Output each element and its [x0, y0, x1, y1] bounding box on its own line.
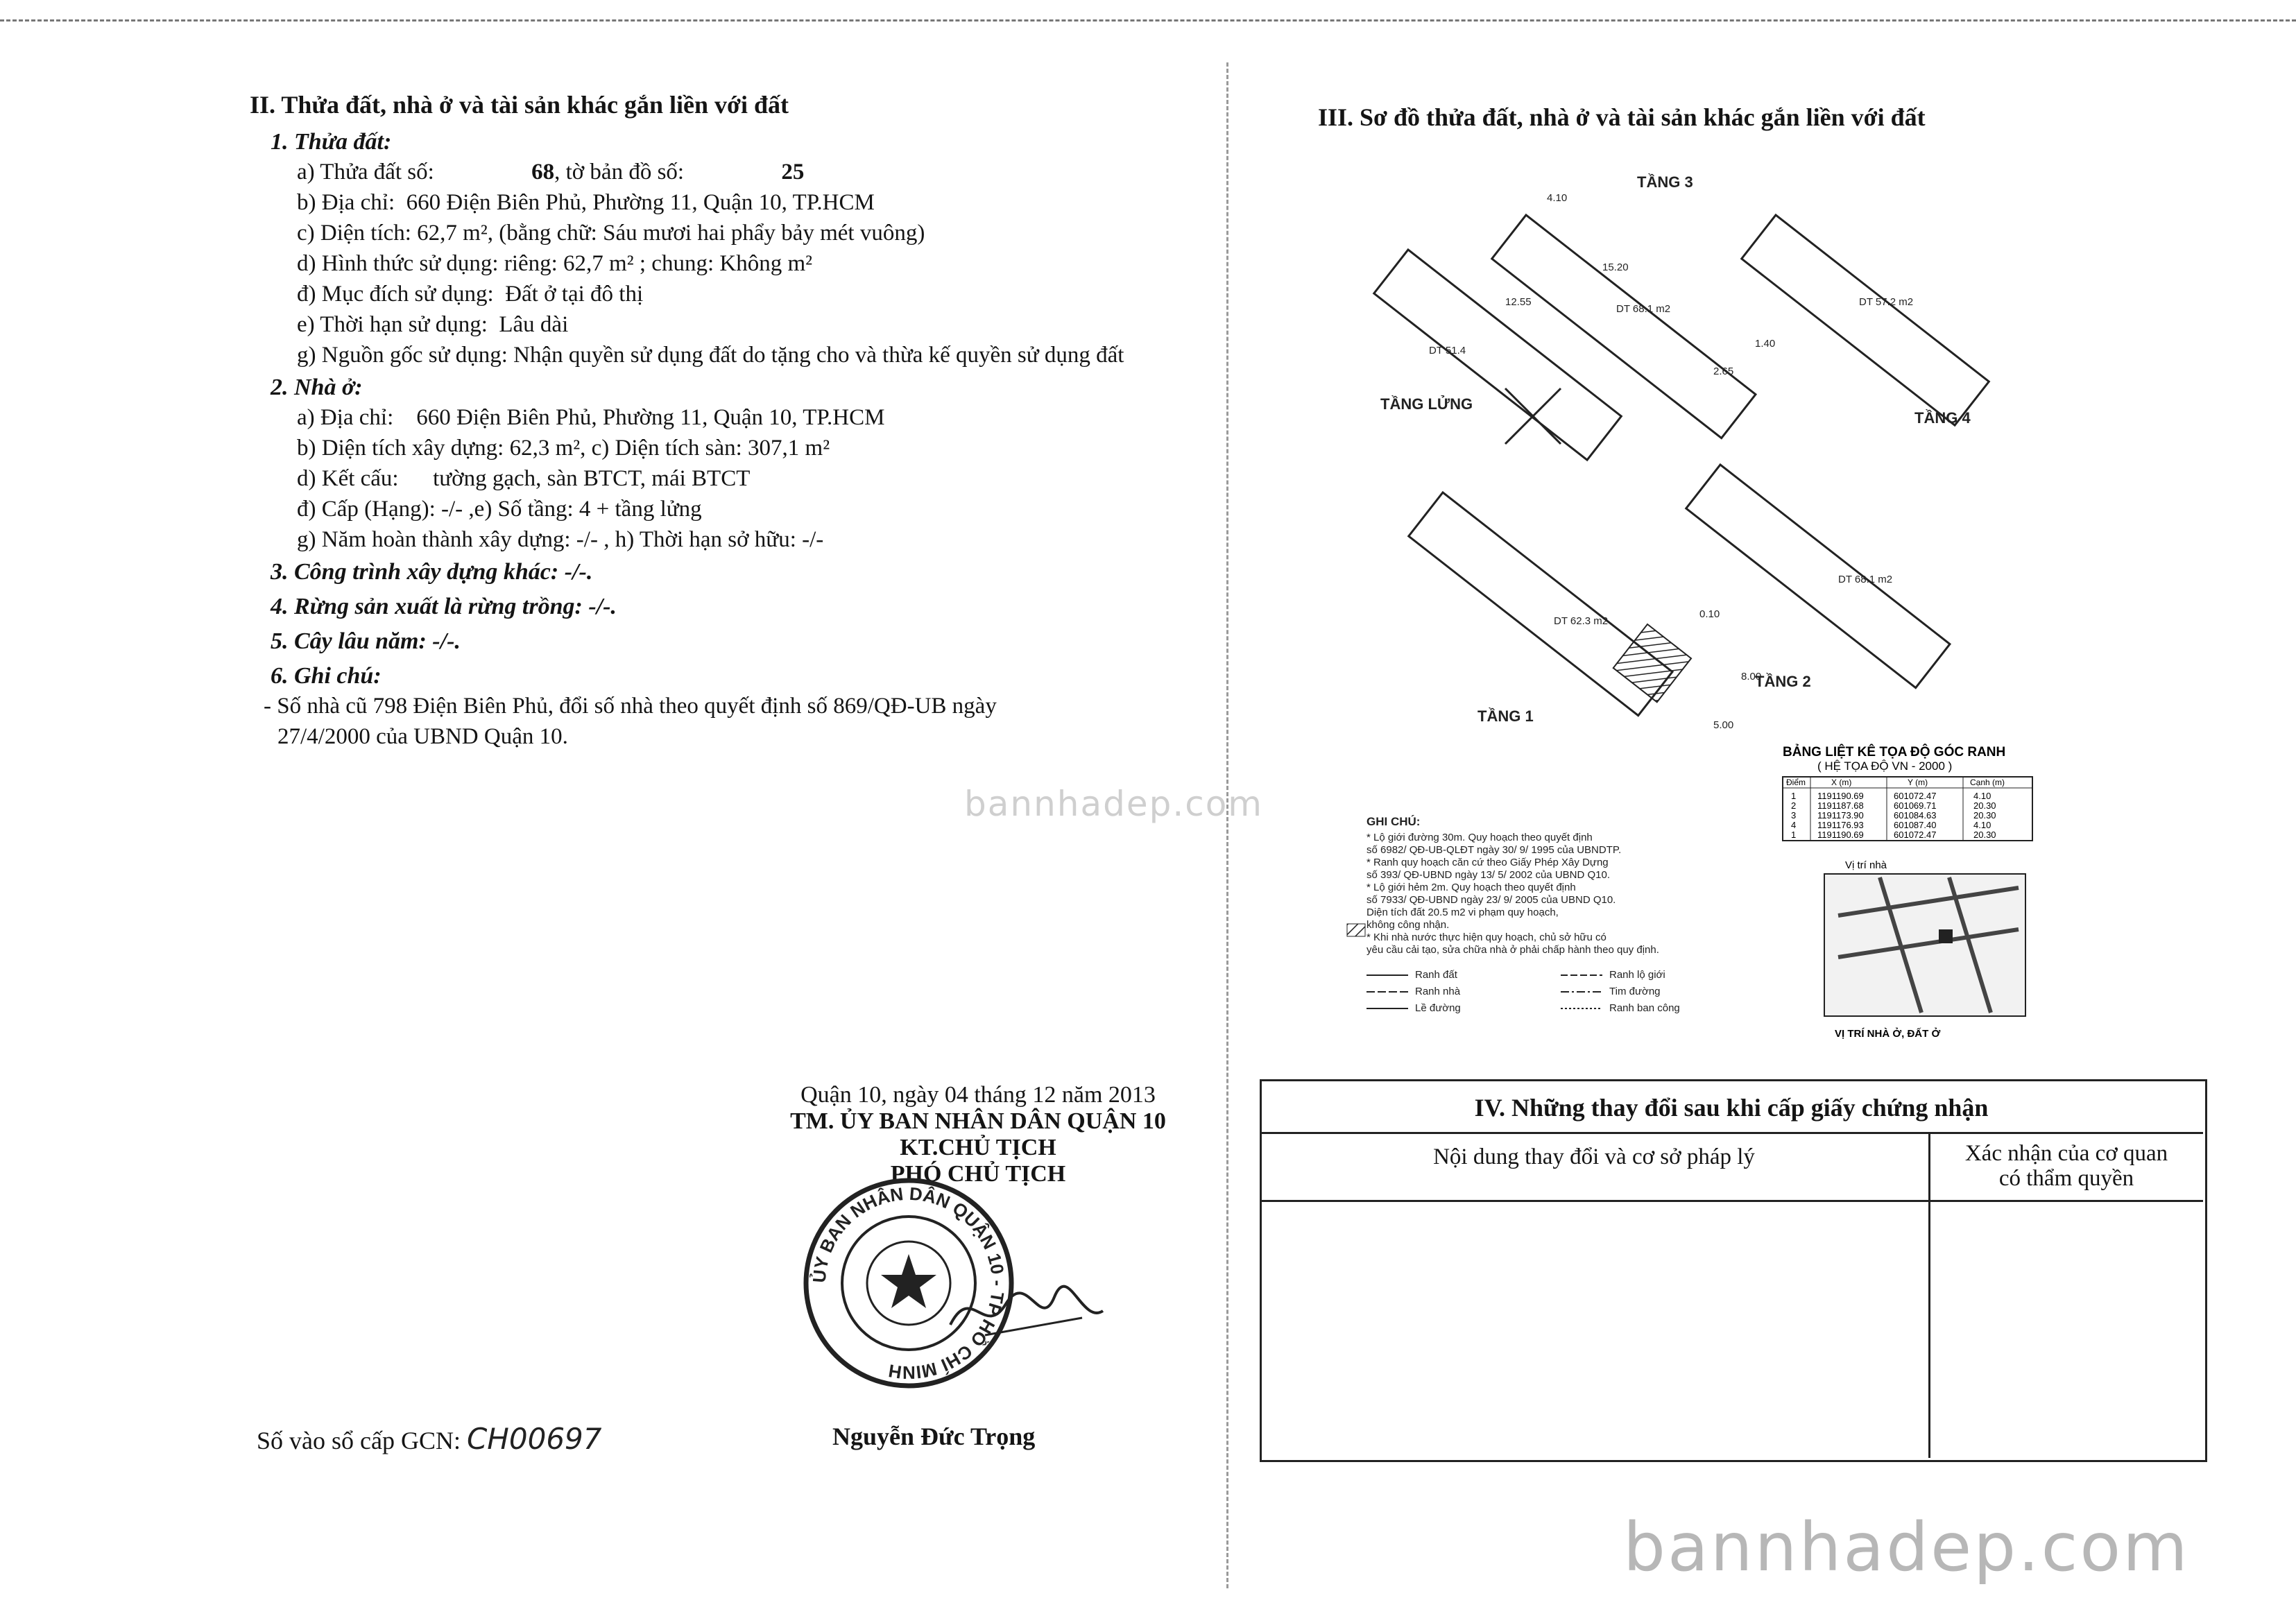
land-origin-row — [297, 340, 1221, 370]
coord-cell: 4 — [1791, 820, 1797, 830]
ghi-chu-line: * Khi nhà nước thực hiện quy hoạch, chủ sở hữu có — [1367, 931, 1607, 943]
dim-label-5: 1.40 — [1755, 338, 1776, 350]
house-year-row: g) Năm hoàn thành xây dựng: -/- , h) Thời hạn sở hữu: -/- — [297, 527, 824, 552]
coord-cell: 20.30 — [1973, 810, 1996, 821]
section-2 — [250, 90, 1221, 752]
coord-cell: 1 — [1791, 830, 1797, 840]
changes-col-confirm-line-2: có thẩm quyền — [1998, 1166, 2134, 1191]
sign-role-1: KT.CHỦ TỊCH — [900, 1135, 1056, 1160]
land-usage-form-row: d) Hình thức sử dụng: riêng: 62,7 m² ; chung: Không m² — [297, 251, 812, 276]
coord-cell: 4.10 — [1973, 791, 1991, 801]
house-address-row — [297, 402, 1221, 433]
coord-cell: 601072.47 — [1894, 830, 1937, 840]
floor-label-1: TẦNG 1 — [1477, 707, 1534, 725]
land-purpose-label: đ) Mục đích sử dụng: — [297, 282, 494, 307]
coord-cell: 2 — [1791, 800, 1797, 811]
coord-cell: 20.30 — [1973, 830, 1996, 840]
changes-col-content: Nội dung thay đổi và cơ sở pháp lý — [1433, 1144, 1755, 1169]
coord-header-y: Y (m) — [1908, 778, 1928, 787]
sign-org: TM. ỦY BAN NHÂN DÂN QUẬN 10 — [790, 1108, 1166, 1134]
sign-date: Quận 10, ngày 04 tháng 12 năm 2013 — [800, 1082, 1156, 1108]
land-heading: 1. Thửa đất: — [271, 129, 392, 155]
location-title: Vị trí nhà — [1845, 859, 1887, 871]
area-label-4: DT 57.2 m2 — [1859, 296, 1914, 308]
coord-header-edge: Cạnh (m) — [1970, 778, 2005, 787]
ghi-chu-line: không công nhận. — [1367, 919, 1450, 931]
land-address-value: 660 Điện Biên Phủ, Phường 11, Quận 10, TP.HCM — [406, 190, 875, 215]
house-heading: 2. Nhà ở: — [271, 375, 363, 400]
coord-cell: 601087.40 — [1894, 820, 1937, 830]
coord-cell: 20.30 — [1973, 800, 1996, 811]
coord-cell: 1191173.90 — [1817, 810, 1864, 821]
land-term-value: Lâu dài — [499, 312, 569, 337]
land-term-row — [297, 309, 1221, 340]
legend-le-duong: Lề đường — [1415, 1002, 1461, 1014]
changes-table-body-rule — [1260, 1200, 2203, 1202]
floor-4-outline — [1742, 215, 1989, 425]
land-address-label: b) Địa chỉ: — [297, 190, 395, 215]
section-4-title: IV. Những thay đổi sau khi cấp giấy chứng nhận — [1474, 1094, 1989, 1122]
coord-table — [1783, 744, 2032, 841]
area-label-mezzanine: DT 51.4 — [1429, 345, 1466, 357]
gcn-value: CH00697 — [466, 1422, 602, 1456]
floor-mezzanine-outline — [1374, 250, 1622, 460]
line-legend — [1367, 969, 1680, 1014]
coord-cell: 1191190.69 — [1817, 791, 1864, 801]
watermark-small: bannhadep.com — [964, 784, 1264, 824]
floor-2-outline — [1686, 465, 1950, 688]
land-area-row: c) Diện tích: 62,7 m², (bằng chữ: Sáu mươi hai phẩy bảy mét vuông) — [297, 221, 925, 246]
land-parcel-number: 68 — [531, 160, 555, 184]
coord-cell: 1191190.69 — [1817, 830, 1864, 840]
other-works-row: 3. Công trình xây dựng khác: -/-. — [271, 559, 593, 585]
dim-label-2: 12.55 — [1505, 296, 1532, 308]
emblem-icon — [867, 1242, 950, 1325]
land-purpose-value: Đất ở tại đô thị — [505, 282, 644, 307]
signer-name: Nguyễn Đức Trọng — [832, 1423, 1036, 1450]
watermark-large: bannhadep.com — [1623, 1509, 2190, 1586]
house-grade-row: đ) Cấp (Hạng): -/- ,e) Số tầng: 4 + tầng lửng — [297, 497, 702, 522]
coord-table-subtitle: ( HỆ TỌA ĐỘ VN - 2000 ) — [1817, 759, 1953, 773]
sign-role-2: PHÓ CHỦ TỊCH — [890, 1161, 1066, 1187]
coord-cell: 1191187.68 — [1817, 800, 1864, 811]
house-structure-row — [297, 463, 1221, 494]
area-label-3: DT 68.1 m2 — [1616, 303, 1671, 315]
coord-cell: 601072.47 — [1894, 791, 1937, 801]
dim-label-6: 5.00 — [1713, 719, 1734, 731]
seal-text: ỦY BAN NHÂN DÂN QUẬN 10 - TP HỒ CHÍ MINH — [808, 1183, 1009, 1384]
legend-ranh-lo-gioi: Ranh lộ giới — [1609, 969, 1665, 981]
diagram-notes — [1347, 815, 1659, 956]
location-caption: VỊ TRÍ NHÀ Ở, ĐẤT Ở — [1835, 1028, 1941, 1040]
trees-row: 5. Cây lâu năm: -/-. — [271, 628, 461, 654]
house-area-row: b) Diện tích xây dựng: 62,3 m², c) Diện tích sàn: 307,1 m² — [297, 436, 830, 461]
dim-label-4: 2.65 — [1713, 366, 1734, 377]
floor-3-outline — [1492, 215, 1756, 438]
changes-col-confirm — [1931, 1141, 2202, 1191]
ghi-chu-line: số 7933/ QĐ-UBND ngày 23/ 9/ 2005 của UBND Q10. — [1367, 894, 1616, 906]
coord-cell: 3 — [1791, 810, 1797, 821]
land-origin-label: g) Nguồn gốc sử dụng: — [297, 343, 508, 368]
changes-table-header-rule — [1260, 1132, 2203, 1134]
coord-cell: 601069.71 — [1894, 800, 1937, 811]
land-address-row — [297, 187, 1221, 218]
ghi-chu-line: Diện tích đất 20.5 m2 vi phạm quy hoạch, — [1367, 907, 1559, 918]
gcn-label: Số vào sổ cấp GCN: — [257, 1427, 461, 1454]
changes-table — [1260, 1079, 2207, 1462]
coord-cell: 1 — [1791, 791, 1797, 801]
floor-label-4: TẦNG 4 — [1914, 409, 1971, 427]
legend-ranh-dat: Ranh đất — [1415, 969, 1457, 981]
gcn-number-row — [257, 1422, 602, 1456]
notes-heading: 6. Ghi chú: — [271, 663, 382, 689]
ghi-chu-line: yêu cầu cải tạo, sửa chữa nhà ở phải chấp hành theo quy định. — [1367, 944, 1659, 956]
ghi-chu-line: số 393/ QĐ-UBND ngày 13/ 5/ 2002 của UBND Q10. — [1367, 869, 1611, 881]
handwritten-signature — [943, 1269, 1110, 1352]
land-term-label: e) Thời hạn sử dụng: — [297, 312, 488, 337]
house-address-value: 660 Điện Biên Phủ, Phường 11, Quận 10, TP.HCM — [416, 405, 885, 430]
legend-ranh-ban-cong: Ranh ban công — [1609, 1002, 1680, 1014]
area-label-1: DT 62.3 m2 — [1554, 615, 1609, 627]
map-sheet-number: 25 — [781, 160, 805, 184]
dim-label-3: 4.10 — [1547, 192, 1568, 204]
site-plan-diagram — [1269, 139, 2199, 1068]
page-fold-line — [1226, 62, 1228, 1588]
coord-header-x: X (m) — [1831, 778, 1852, 787]
area-label-2: DT 68.1 m2 — [1838, 574, 1893, 585]
ghi-chu-title: GHI CHÚ: — [1367, 815, 1421, 828]
floor-label-mezzanine: TẦNG LỬNG — [1380, 395, 1473, 413]
map-sheet-label: , tờ bản đồ số: — [554, 160, 685, 184]
coord-cell: 1191176.93 — [1817, 820, 1864, 830]
legend-tim-duong: Tim đường — [1609, 986, 1661, 997]
land-origin-value: Nhận quyền sử dụng đất do tặng cho và thừa kế quyền sử dụng đất — [513, 343, 1124, 368]
house-structure-label: d) Kết cấu: — [297, 466, 399, 491]
changes-table-column-rule — [1928, 1132, 1930, 1458]
dim-label-7: 8.00 — [1741, 671, 1762, 682]
coord-table-title: BẢNG LIỆT KÊ TỌA ĐỘ GÓC RANH — [1783, 745, 2006, 759]
forest-row: 4. Rừng sản xuất là rừng trồng: -/-. — [271, 594, 617, 619]
section-2-title: II. Thửa đất, nhà ở và tài sản khác gắn liền với đất — [250, 91, 789, 119]
location-map — [1824, 859, 2025, 1040]
house-address-label: a) Địa chỉ: — [297, 405, 394, 430]
notes-line-1: - Số nhà cũ 798 Điện Biên Phủ, đổi số nhà theo quyết định số 869/QĐ-UB ngày — [264, 694, 997, 719]
hatch-legend-swatch — [1347, 924, 1365, 936]
coord-header-point: Điểm — [1786, 778, 1806, 787]
dim-label-8: 0.10 — [1699, 608, 1720, 620]
changes-col-confirm-line-1: Xác nhận của cơ quan — [1964, 1141, 2168, 1166]
ghi-chu-line: * Lộ giới đường 30m. Quy hoạch theo quyết định — [1367, 832, 1593, 843]
land-parcel-label: a) Thửa đất số: — [297, 160, 434, 184]
coord-cell: 4.10 — [1973, 820, 1991, 830]
land-parcel-row — [297, 157, 1221, 187]
section-3-title: III. Sơ đồ thửa đất, nhà ở và tài sản khác gắn liền với đất — [1318, 103, 1926, 131]
legend-ranh-nha: Ranh nhà — [1415, 986, 1461, 997]
floor-label-2: TẦNG 2 — [1755, 673, 1811, 690]
floor-label-3: TẦNG 3 — [1637, 173, 1693, 191]
house-structure-value: tường gạch, sàn BTCT, mái BTCT — [433, 466, 751, 491]
top-dashed-rule — [0, 19, 2296, 22]
notes-line-2: 27/4/2000 của UBND Quận 10. — [277, 724, 568, 749]
ghi-chu-line: số 6982/ QĐ-UB-QLĐT ngày 30/ 9/ 1995 của UBNDTP. — [1367, 844, 1622, 856]
coord-cell: 601084.63 — [1894, 810, 1937, 821]
ghi-chu-line: * Lộ giới hẻm 2m. Quy hoạch theo quyết định — [1367, 882, 1576, 893]
land-purpose-row — [297, 279, 1221, 309]
ghi-chu-line: * Ranh quy hoạch căn cứ theo Giấy Phép Xây Dựng — [1367, 857, 1609, 868]
dim-label-1: 15.20 — [1602, 261, 1629, 273]
